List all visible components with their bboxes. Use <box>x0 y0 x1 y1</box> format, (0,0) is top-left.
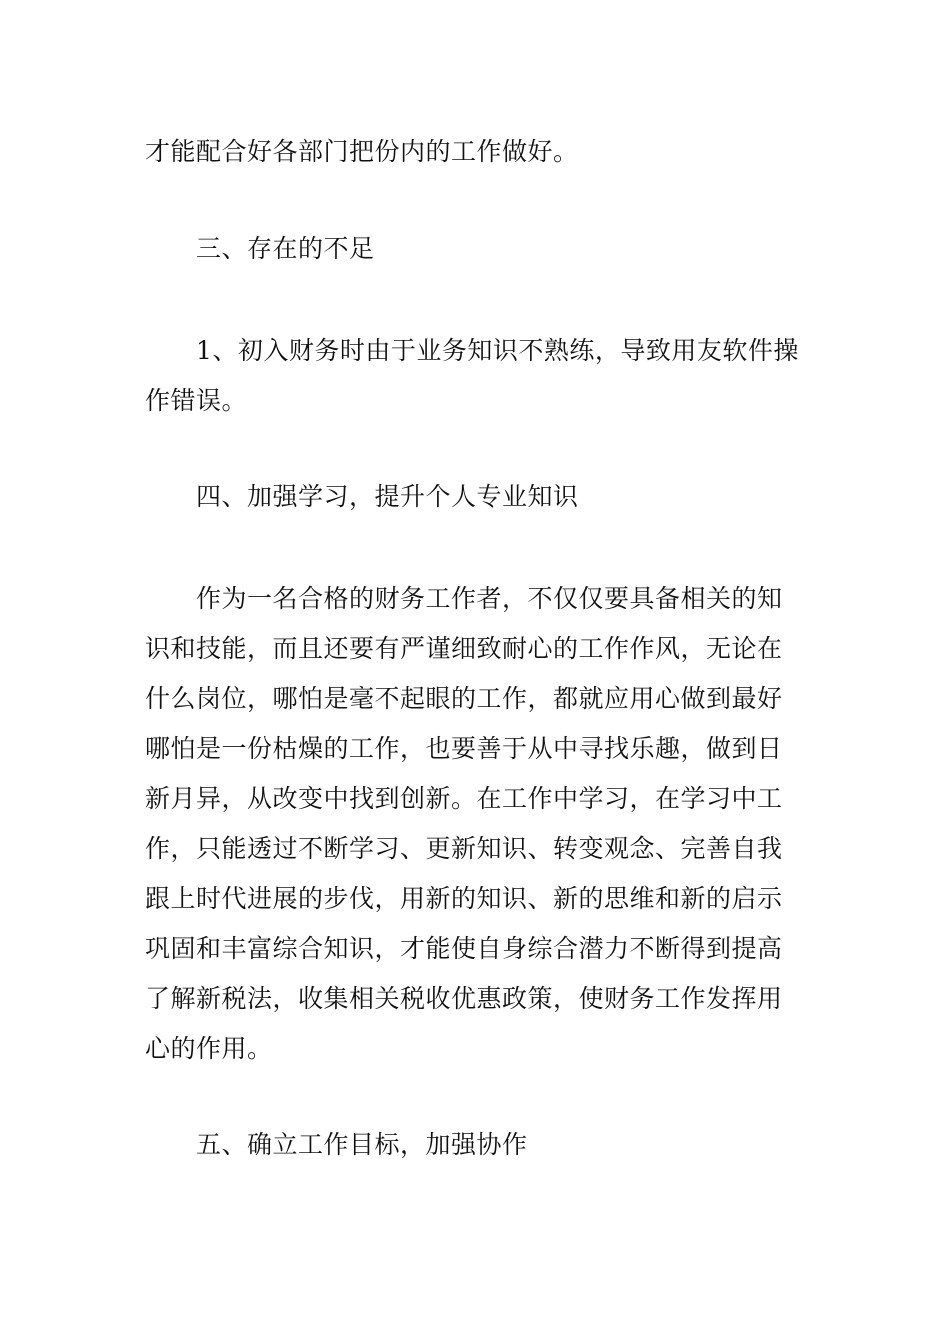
paragraph-continuation-line: 才能配合好各部门把份内的工作做好。 <box>145 137 579 166</box>
paragraph-line: 心的作用。 <box>145 1034 273 1063</box>
paragraph-line: 新月异，从改变中找到创新。在工作中学习，在学习中工 <box>145 784 783 813</box>
paragraph-line: 识和技能，而且还要有严谨细致耐心的工作作风，无论在 <box>145 634 783 663</box>
paragraph-line: 巩固和丰富综合知识，才能使自身综合潜力不断得到提高 <box>145 934 783 963</box>
section-heading-shortcomings: 三、存在的不足 <box>196 234 375 263</box>
section-heading-goals: 五、确立工作目标，加强协作 <box>196 1130 528 1159</box>
paragraph-line: 作，只能透过不断学习、更新知识、转变观念、完善自我 <box>145 834 783 863</box>
section-heading-learning: 四、加强学习，提升个人专业知识 <box>196 482 579 511</box>
list-item-line: 1、初入财务时由于业务知识不熟练，导致用友软件操 <box>196 336 799 365</box>
paragraph-line: 哪怕是一份枯燥的工作，也要善于从中寻找乐趣，做到日 <box>145 734 783 763</box>
paragraph-line: 什么岗位，哪怕是毫不起眼的工作，都就应用心做到最好 <box>145 684 783 713</box>
list-item-line: 作错误。 <box>145 386 248 415</box>
paragraph-line: 跟上时代进展的步伐，用新的知识、新的思维和新的启示 <box>145 884 783 913</box>
paragraph-line: 了解新税法，收集相关税收优惠政策，使财务工作发挥用 <box>145 984 783 1013</box>
paragraph-line: 作为一名合格的财务工作者，不仅仅要具备相关的知 <box>196 584 783 613</box>
